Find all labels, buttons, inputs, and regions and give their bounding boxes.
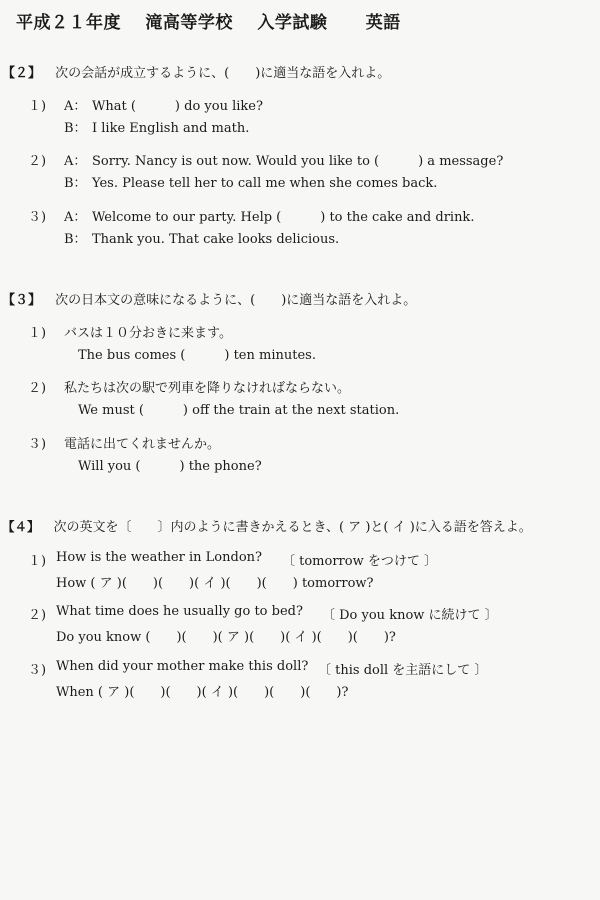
title-year: 平成２１年度 bbox=[16, 13, 121, 33]
rewrite-hint: 〔 Do you know に続けて 〕 bbox=[322, 608, 498, 623]
item-number: ２) bbox=[28, 154, 47, 169]
dialogue-b-text: Yes. Please tell her to call me when she comes back. bbox=[92, 176, 438, 191]
english-sentence: We must ( ) off the train at the next station. bbox=[78, 403, 400, 418]
item-number: ３) bbox=[28, 437, 47, 452]
japanese-sentence: 私たちは次の駅で列車を降りなければならない。 bbox=[64, 381, 351, 396]
section-3-heading bbox=[2, 289, 416, 308]
section-2-number: 【２】 bbox=[2, 66, 42, 81]
rewrite-hint: 〔 this doll を主語にして 〕 bbox=[318, 663, 488, 678]
speaker-b-label: B： bbox=[64, 232, 87, 247]
item-number: ３) bbox=[28, 210, 47, 225]
answer-template: When ( ア )( )( )( イ )( )( )( )? bbox=[56, 685, 349, 700]
answer-template: How ( ア )( )( )( イ )( )( ) tomorrow? bbox=[56, 576, 374, 591]
speaker-a-label: A： bbox=[64, 154, 87, 169]
answer-template: Do you know ( )( )( ア )( )( イ )( )( )? bbox=[56, 630, 396, 645]
speaker-a-label: A： bbox=[64, 210, 87, 225]
page-title bbox=[16, 8, 419, 33]
item-number: １) bbox=[28, 326, 47, 341]
english-sentence: Will you ( ) the phone? bbox=[78, 459, 262, 474]
dialogue-b bbox=[64, 228, 339, 247]
item-number: １) bbox=[28, 554, 47, 569]
source-sentence: What time does he usually go to bed? bbox=[56, 604, 303, 619]
dialogue-b bbox=[64, 172, 437, 191]
section-3-number: 【３】 bbox=[2, 293, 42, 308]
dialogue-b bbox=[64, 117, 249, 136]
item-number: １) bbox=[28, 99, 47, 114]
title-subject: 英語 bbox=[365, 13, 401, 33]
dialogue-a bbox=[64, 95, 263, 114]
title-exam: 入学試験 bbox=[257, 13, 328, 33]
japanese-sentence: 電話に出てくれませんか。 bbox=[64, 437, 221, 452]
rewrite-hint: 〔 tomorrow をつけて 〕 bbox=[282, 554, 437, 569]
source-sentence: When did your mother make this doll? bbox=[56, 659, 309, 674]
japanese-sentence: バスは１０分おきに来ます。 bbox=[64, 326, 232, 341]
section-4-number: 【４】 bbox=[2, 519, 40, 534]
section-4-heading bbox=[2, 516, 532, 535]
section-4-instruction: 次の英文を〔 〕内のように書きかえるとき、( ア )と( イ )に入る語を答えよ。 bbox=[53, 520, 532, 535]
english-sentence: The bus comes ( ) ten minutes. bbox=[78, 348, 316, 363]
item-number: ２) bbox=[28, 608, 47, 623]
speaker-b-label: B： bbox=[64, 176, 87, 191]
dialogue-a bbox=[64, 206, 474, 225]
dialogue-a-text: What ( ) do you like? bbox=[92, 99, 263, 114]
dialogue-a-text: Welcome to our party. Help ( ) to the cake and drink. bbox=[92, 210, 475, 225]
dialogue-a bbox=[64, 150, 503, 169]
source-sentence: How is the weather in London? bbox=[56, 550, 263, 565]
title-school: 滝高等学校 bbox=[145, 13, 233, 33]
dialogue-a-text: Sorry. Nancy is out now. Would you like to ( ) a message? bbox=[92, 154, 504, 169]
speaker-b-label: B： bbox=[64, 121, 87, 136]
section-2-heading bbox=[2, 62, 390, 81]
item-number: ３) bbox=[28, 663, 47, 678]
section-2-instruction: 次の会話が成立するように、( )に適当な語を入れよ。 bbox=[55, 66, 391, 81]
section-3-instruction: 次の日本文の意味になるように、( )に適当な語を入れよ。 bbox=[55, 293, 417, 308]
dialogue-b-text: I like English and math. bbox=[92, 121, 250, 136]
dialogue-b-text: Thank you. That cake looks delicious. bbox=[92, 232, 340, 247]
speaker-a-label: A： bbox=[64, 99, 87, 114]
item-number: ２) bbox=[28, 381, 47, 396]
